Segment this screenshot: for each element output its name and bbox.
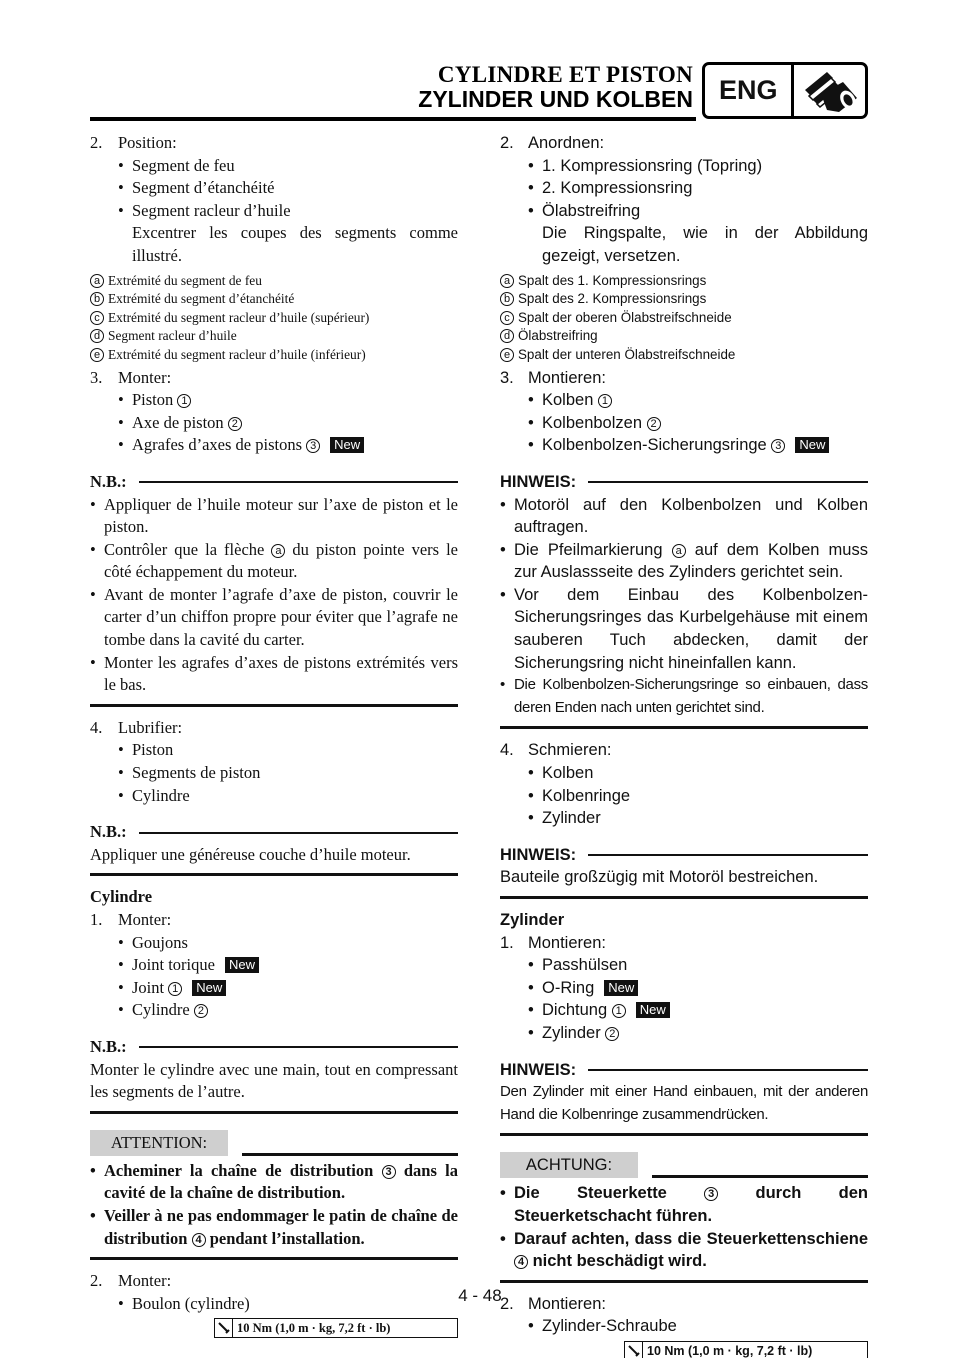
callout-label: Spalt des 1. Kompressionsrings (518, 272, 707, 288)
note-end-rule (500, 1133, 868, 1136)
attention-item: durch den Steuerketschacht führen. (514, 1184, 868, 1225)
engine-icon (799, 68, 863, 114)
list-item: Kolbenringe (542, 786, 631, 805)
badge-divider (791, 65, 794, 116)
note-text: Bauteile großzügig mit Motoröl bestreichen. (500, 868, 819, 887)
step-number: 2. (500, 1294, 514, 1313)
callout-letter: b (90, 292, 104, 306)
callout-label: Extrémité du segment de feu (108, 272, 262, 288)
torque-wrench-icon (215, 1319, 233, 1337)
note-title: HINWEIS: (500, 1060, 577, 1079)
list-item: Kolbenbolzen-Sicherungsringe (542, 436, 767, 455)
callout-letter: d (500, 329, 514, 343)
section-heading: Zylinder (500, 911, 565, 929)
attention-label: ATTENTION: (90, 1130, 228, 1156)
callout-letter: b (500, 292, 514, 306)
list-item: Passhülsen (542, 956, 628, 975)
list-item: Zylinder (542, 809, 601, 828)
list-item: Kolben (542, 391, 594, 410)
callout-number: 1 (177, 394, 191, 408)
list-item: Zylinder-Schraube (542, 1317, 677, 1336)
attention-end-rule (90, 1257, 458, 1260)
list-item: Dichtung (542, 1001, 608, 1020)
torque-wrench-icon (625, 1342, 643, 1358)
note-title: N.B.: (90, 1036, 127, 1056)
attention-item: dans la cavité de la chaîne de distribution. (104, 1160, 459, 1203)
list-item: Goujons (132, 932, 188, 952)
callout-letter: a (271, 544, 285, 558)
callout-label: Ölabstreifring (518, 328, 598, 344)
note-item: Appliquer de l’huile moteur sur l’axe de piston et le piston. (104, 494, 458, 537)
callout-letter: c (500, 311, 514, 325)
new-part-badge: New (225, 957, 259, 973)
note-end-rule (500, 896, 868, 899)
column-german: 2. Anordnen: • 1. Kompressionsring (Topring) • 2. Kompressionsring • Ölabstreifring Die Ringspalte, wie in der Abbildung gezeigt, versetzen. a Spalt des 1. Kompressionsrings b Spalt des 2. Kompressionsrings c Spalt der oberen Ölabstreifschneide d Ölabstreifring e Spalt der unteren Ölabstreifschneide 3. Montieren: • Kolben 1 • Kolbenbolzen 2 • Kolbenbolzen-Sicherungsringe 3 New HINWEIS: • Motoröl auf den Kolbenbolzen und Kolben auftragen. • Die Pfeilmarkierung a auf dem Kolben muss zur Auslassseite des Zylinders gerichtet sein. • Vor dem Einbau des Kolbenbolzen-Sicherungsringes das Kurbelgehäuse mit einem sauberen Tuch abdecken, damit der Sicherungsring nicht hineinfallen kann. • Die Kolbenbolzen-Sicherungsringe so einbauen, dass deren Enden nach unten gerichtet sind. 4. Schmieren: • Kolben • Kolbenringe • Zylinder HINWEIS: Bauteile großzügig mit Motoröl bestreichen. Zylinder 1. Montieren: • Passhülsen • O-Ring New • Dichtung 1 New • Zylinder 2 HINWEIS: Den Zylinder mit einer Hand einbauen, mit der anderen Hand die Kolbenringe zusammendrücken. ACHTUNG: • Die Steuerkette 3 durch den Steuerketschacht führen. • Darauf achten, dass die Steuerkettenschiene 4 nicht beschädigt wird. 2. Montieren: • Zylinder-Schraube 10 Nm (1,0 m · kg, 7,2 ft · lb) (500, 132, 868, 1358)
callout-letter: c (90, 311, 104, 325)
callout-label: Spalt der unteren Ölabstreifschneide (518, 346, 736, 362)
header-rule (90, 117, 696, 121)
callout-number: 1 (168, 982, 182, 996)
note-end-rule (90, 873, 458, 876)
callout-number: 2 (194, 1004, 208, 1018)
attention-item: Die Steuerkette (514, 1184, 667, 1203)
list-item: Kolbenbolzen (542, 413, 642, 432)
torque-value: 10 Nm (1,0 m · kg, 7,2 ft · lb) (237, 1321, 391, 1336)
note-item: Motoröl auf den Kolbenbolzen und Kolben auftragen. (514, 495, 868, 537)
note-item: Vor dem Einbau des Kolbenbolzen-Sicherungsringes das Kurbelgehäuse mit einem sauberen Tuch abdecken, damit der Sicherungsring nicht hineinfallen kann. (514, 585, 868, 672)
note-end-rule (90, 1111, 458, 1114)
note-title: N.B.: (90, 822, 127, 842)
callout-number: 2 (228, 417, 242, 431)
note-item: Die Kolbenbolzen-Sicherungsringe so einbauen, dass deren Enden nach unten gerichtet sind. (514, 676, 868, 716)
step-number: 4. (90, 717, 103, 737)
list-item: Zylinder (542, 1023, 601, 1042)
list-item: Segment de feu (132, 155, 235, 175)
callout-number: 2 (647, 417, 661, 431)
section-badge (702, 62, 868, 119)
note-text: Appliquer une généreuse couche d’huile moteur. (90, 844, 411, 864)
section-heading: Cylindre (90, 887, 153, 907)
step-title: Position: (118, 133, 177, 152)
note-item: auf dem Kolben muss zur Auslassseite des Zylinders gerichtet sein. (514, 540, 868, 582)
callout-letter: d (90, 329, 104, 343)
list-item: Segment racleur d’huile (132, 200, 291, 220)
callout-number: 4 (192, 1233, 206, 1247)
callout-letter: a (672, 544, 686, 558)
attention-item: Darauf achten, dass die Steuerkettenschiene (514, 1229, 868, 1248)
list-item: Axe de piston (132, 412, 224, 432)
note-title: N.B.: (90, 471, 127, 491)
step-number: 3. (90, 367, 103, 387)
step-number: 2. (90, 1271, 103, 1291)
step-number: 3. (500, 368, 514, 387)
torque-value: 10 Nm (1,0 m · kg, 7,2 ft · lb) (647, 1343, 813, 1358)
list-item: Segment d’étanchéité (132, 178, 275, 198)
step-title: Montieren: (528, 933, 606, 952)
header-title-de: ZYLINDER UND KOLBEN (418, 86, 693, 112)
note-title: HINWEIS: (500, 472, 577, 491)
callout-label: Spalt der oberen Ölabstreifschneide (518, 309, 732, 325)
callout-number: 2 (605, 1027, 619, 1041)
attention-label: ACHTUNG: (500, 1152, 638, 1178)
step-title: Monter: (118, 910, 172, 929)
list-item: 1. Kompressionsring (Topring) (542, 156, 763, 175)
list-item: Boulon (cylindre) (132, 1293, 250, 1313)
callout-letter: e (90, 348, 104, 362)
step-title: Montieren: (528, 368, 606, 387)
attention-item: Acheminer la chaîne de distribution (104, 1160, 374, 1180)
callout-number: 3 (771, 439, 785, 453)
step-title: Lubrifier: (118, 717, 183, 737)
callout-label: Segment racleur d’huile (108, 328, 237, 344)
torque-spec (214, 1318, 458, 1338)
step-number: 4. (500, 741, 514, 760)
callout-label: Spalt des 2. Kompressionsrings (518, 291, 707, 307)
list-item: Agrafes d’axes de pistons (132, 435, 302, 455)
callout-label: Extrémité du segment racleur d’huile (supérieur) (108, 309, 370, 325)
callout-number: 4 (514, 1255, 528, 1269)
instruction-text: Die Ringspalte, wie in der Abbildung gezeigt, versetzen. (542, 224, 868, 265)
step-title: Monter: (118, 1271, 172, 1291)
step-title: Schmieren: (528, 741, 612, 760)
callout-letter: e (500, 348, 514, 362)
callout-letter: a (90, 274, 104, 288)
list-item: Kolben (542, 764, 594, 783)
step-title: Anordnen: (528, 134, 605, 152)
list-item: Cylindre (132, 785, 190, 805)
list-item: Piston (132, 390, 174, 410)
attention-item: Veiller à ne pas endommager le patin de chaîne de distribution (104, 1205, 458, 1248)
note-item: Monter les agrafes d’axes de pistons extrémités vers le bas. (104, 652, 458, 695)
list-item: Segments de piston (132, 763, 261, 783)
new-part-badge: New (604, 980, 638, 996)
callout-number: 3 (306, 439, 320, 453)
list-item: 2. Kompressionsring (542, 179, 693, 198)
note-text: Monter le cylindre avec une main, tout en compressant les segments de l’autre. (90, 1059, 458, 1102)
column-french: 2. Position: • Segment de feu • Segment d’étanchéité • Segment racleur d’huile Excentrer les coupes des segments comme illustré. a Extrémité du segment de feu b Extrémité du segment d’étanchéité c Extrémité du segment racleur d’huile (supérieur) d Segment racleur d’huile e Extrémité du segment racleur d’huile (inférieur) 3. Monter: • Piston 1 • Axe de piston 2 • Agrafes d’axes de pistons 3 New N.B.: • Appliquer de l’huile moteur sur l’axe de piston et le piston. • Contrôler que la flèche a du piston pointe vers le côté échappement du moteur. • Avant de monter l’agrafe d’axe de piston, couvrir le carter d’un chiffon propre pour éviter que l’agrafe ne tombe dans la cavité du carter. • Monter les agrafes d’axes de pistons extrémités vers le bas. 4. Lubrifier: • Piston • Segments de piston • Cylindre N.B.: Appliquer une généreuse couche d’huile moteur. Cylindre 1. Monter: • Goujons • Joint torique New • Joint 1 New • Cylindre 2 N.B.: Monter le cylindre avec une main, tout en compressant les segments de l’autre. ATTENTION: • Acheminer la chaîne de distribution 3 dans la cavité de la chaîne de distribution. • Veiller à ne pas endommager le patin de chaîne de distribution 4 pendant l’installation. 2. Monter: • Boulon (cylindre) 10 Nm (1,0 m · kg, 7,2 ft · lb) (90, 132, 458, 1338)
page-number: 4 - 48 (458, 1286, 502, 1305)
note-item: Die Pfeilmarkierung (514, 540, 663, 559)
callout-number: 1 (612, 1004, 626, 1018)
step-number: 1. (90, 910, 103, 929)
note-item: Avant de monter l’agrafe d’axe de piston, couvrir le carter d’un chiffon propre pour éviter que l’agrafe ne tombe dans la cavité du carter. (104, 584, 458, 650)
note-item: Contrôler que la flèche (104, 539, 265, 559)
list-item: Joint torique (132, 955, 215, 975)
list-item: Cylindre (132, 1000, 190, 1020)
callout-number: 3 (704, 1187, 718, 1201)
new-part-badge: New (330, 437, 364, 453)
list-item: Piston (132, 740, 174, 760)
callout-number: 3 (382, 1165, 396, 1179)
callout-letter: a (500, 274, 514, 288)
torque-spec (624, 1341, 868, 1358)
header-title-fr: CYLINDRE ET PISTON (437, 62, 693, 87)
step-number: 1. (500, 933, 514, 952)
callout-label: Extrémité du segment d’étanchéité (108, 291, 295, 307)
step-title: Monter: (118, 367, 172, 387)
note-text: Den Zylinder mit einer Hand einbauen, mit der anderen Hand die Kolbenringe zusammendrücken. (500, 1083, 868, 1123)
new-part-badge: New (636, 1002, 670, 1018)
callout-number: 1 (598, 394, 612, 408)
callout-label: Extrémité du segment racleur d’huile (inférieur) (108, 346, 366, 362)
list-item: Joint (132, 977, 165, 997)
new-part-badge: New (192, 980, 226, 996)
step-title: Montieren: (528, 1294, 606, 1313)
lang-badge: ENG (719, 75, 778, 105)
new-part-badge: New (795, 437, 829, 453)
attention-item: pendant l’installation. (209, 1228, 365, 1248)
step-number: 2. (90, 133, 103, 152)
instruction-text: Excentrer les coupes des segments comme illustré. (132, 223, 458, 265)
attention-item: nicht beschädigt wird. (532, 1252, 707, 1271)
note-end-rule (90, 704, 458, 707)
note-item: du piston pointe vers le côté échappement du moteur. (104, 539, 459, 582)
step-number: 2. (500, 134, 514, 152)
attention-end-rule (500, 1280, 868, 1283)
note-title: HINWEIS: (500, 845, 577, 864)
note-end-rule (500, 726, 868, 729)
list-item: O-Ring (542, 978, 595, 997)
list-item: Ölabstreifring (542, 201, 641, 220)
